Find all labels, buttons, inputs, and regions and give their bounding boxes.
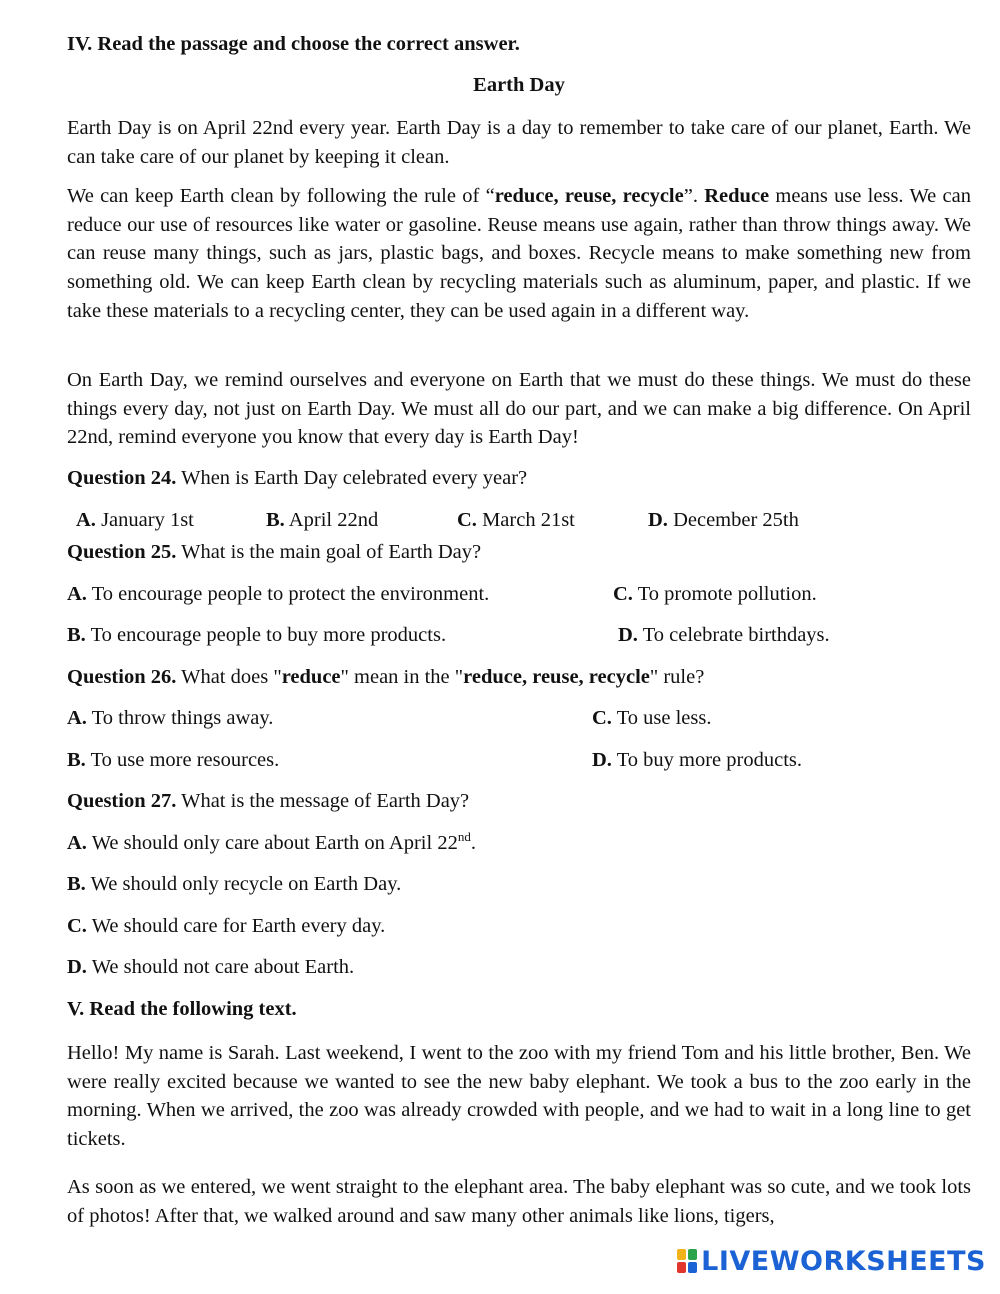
reading-paragraph-1: Hello! My name is Sarah. Last weekend, I went to the zoo with my friend Tom and his little brother, Ben. We were really excited because we wanted to see the new baby elephant. We took a bus to the zoo early in the morning. When we arrived, the zoo was already crowded with people, and we had to wait in a long line to get tickets. xyxy=(67,1042,971,1151)
q26-option-d[interactable]: D. To buy more products. xyxy=(592,749,803,771)
q24-option-d[interactable]: D. December 25th xyxy=(648,509,799,531)
liveworksheets-logo[interactable] xyxy=(677,1246,986,1276)
q24-option-b[interactable]: B. April 22nd xyxy=(266,509,379,531)
passage-title: Earth Day xyxy=(473,74,565,96)
question-27: Question 27. What is the message of Earth Day? xyxy=(67,790,470,812)
q27-option-c[interactable]: C. We should care for Earth every day. xyxy=(67,915,386,937)
question-26: Question 26. What does "reduce" mean in the "reduce, reuse, recycle" rule? xyxy=(67,666,705,688)
liveworksheets-logo-icon xyxy=(677,1249,697,1273)
q24-option-a[interactable]: A. January 1st xyxy=(76,509,194,531)
reading-paragraph-2: As soon as we entered, we went straight to the elephant area. The baby elephant was so cute, and we took lots of photos! After that, we walked around and saw many other animals like lions, tigers, xyxy=(67,1176,971,1227)
question-25: Question 25. What is the main goal of Earth Day? xyxy=(67,541,482,563)
q26-option-a[interactable]: A. To throw things away. xyxy=(67,707,274,729)
q27-option-a[interactable]: A. We should only care about Earth on April 22nd. xyxy=(67,829,476,854)
passage-paragraph-1: Earth Day is on April 22nd every year. Earth Day is a day to remember to take care of our planet, Earth. We can take care of our planet by keeping it clean. xyxy=(67,117,971,168)
passage-paragraph-3: On Earth Day, we remind ourselves and everyone on Earth that we must do these things. We must do these things every day, not just on Earth Day. We must all do our part, and we can make a big difference. On April 22nd, remind everyone you know that every day is Earth Day! xyxy=(67,369,971,449)
q27-option-d[interactable]: D. We should not care about Earth. xyxy=(67,956,355,978)
q26-option-c[interactable]: C. To use less. xyxy=(592,707,712,729)
q25-option-d[interactable]: D. To celebrate birthdays. xyxy=(618,624,830,646)
question-24: Question 24. When is Earth Day celebrated every year? xyxy=(67,467,528,489)
q27-option-b[interactable]: B. We should only recycle on Earth Day. xyxy=(67,873,402,895)
q26-option-b[interactable]: B. To use more resources. xyxy=(67,749,280,771)
liveworksheets-logo-text: LIVEWORKSHEETS xyxy=(701,1245,986,1277)
q25-option-c[interactable]: C. To promote pollution. xyxy=(613,583,817,605)
q24-option-c[interactable]: C. March 21st xyxy=(457,509,575,531)
passage-paragraph-2: We can keep Earth clean by following the rule of “reduce, reuse, recycle”. Reduce means use less. We can reduce our use of resources like water or gasoline. Reuse means use again, rather than throw things away. We can reuse many things, such as jars, plastic bags, and boxes. Recycle means to make something new from something old. We can keep Earth clean by recycling materials such as aluminum, paper, and plastic. If we take these materials to a recycling center, they can be used again in a different way. xyxy=(67,185,971,322)
q25-option-a[interactable]: A. To encourage people to protect the environment. xyxy=(67,583,490,605)
section-iv-heading: IV. Read the passage and choose the correct answer. xyxy=(67,33,520,55)
q25-option-b[interactable]: B. To encourage people to buy more products. xyxy=(67,624,447,646)
section-v-heading: V. Read the following text. xyxy=(67,998,297,1020)
